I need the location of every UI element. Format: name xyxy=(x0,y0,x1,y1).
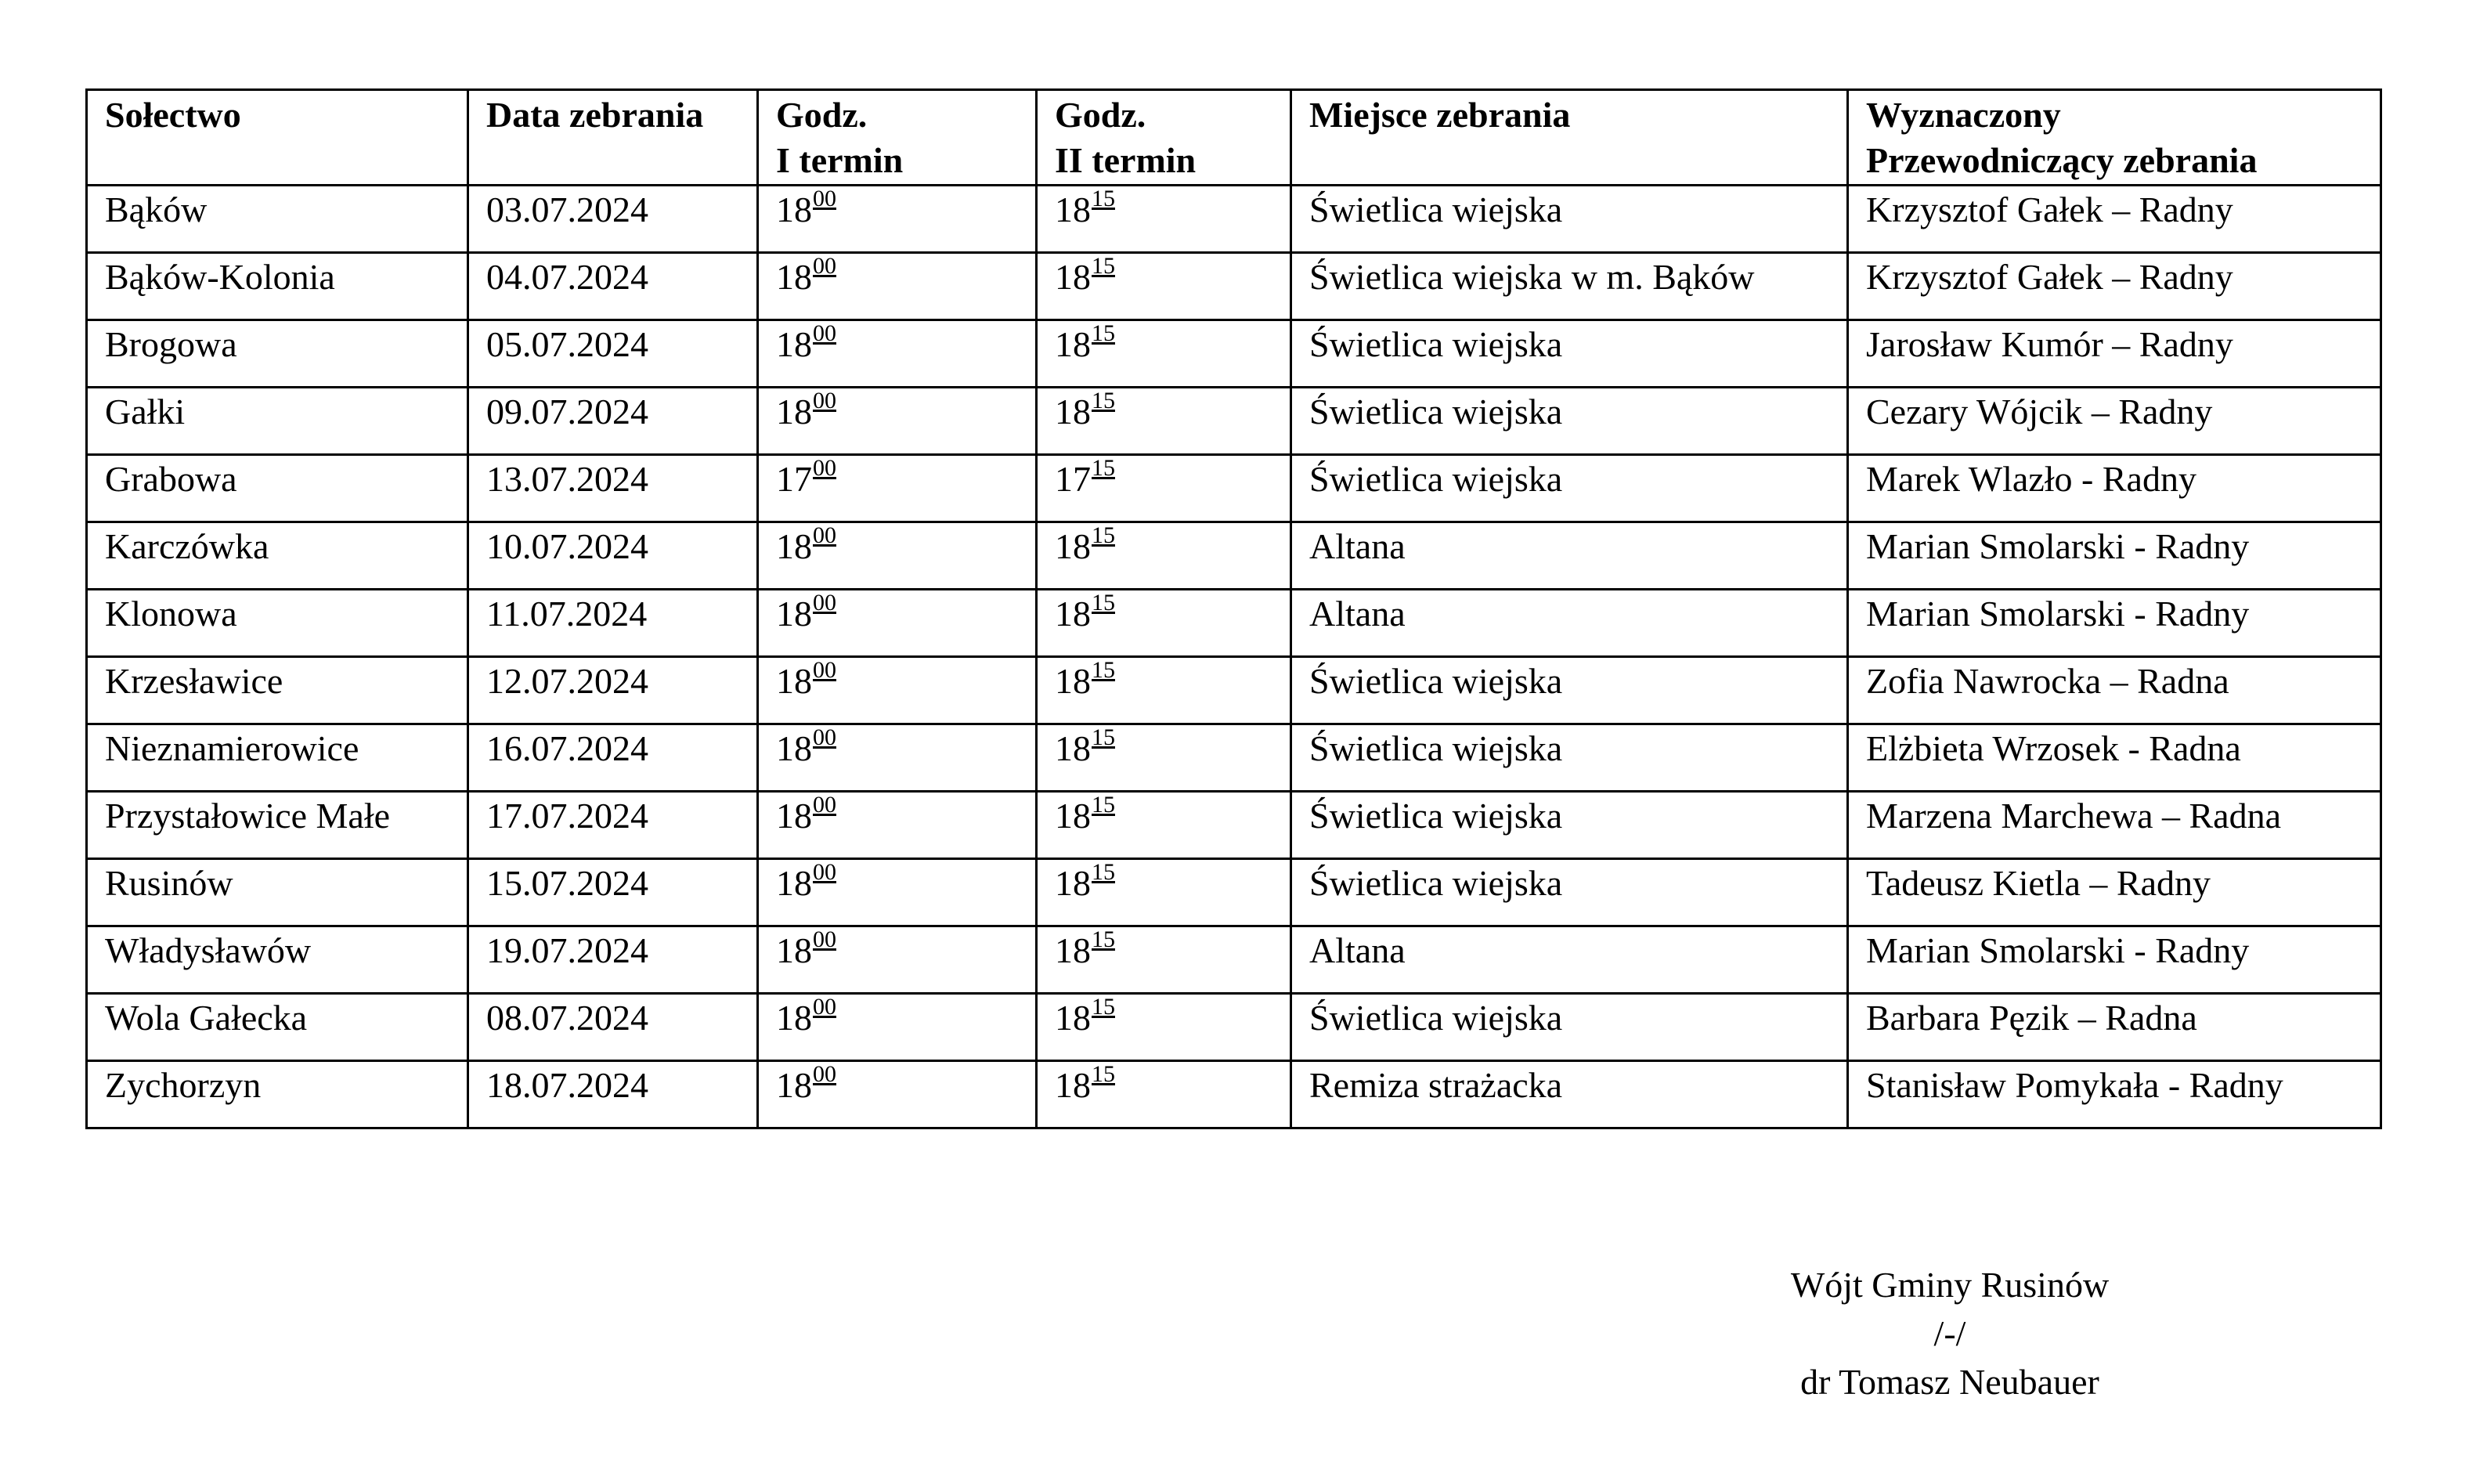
time-hour: 18 xyxy=(776,1064,812,1105)
time-minutes: 15 xyxy=(1092,522,1115,548)
cell-place: Altana xyxy=(1291,522,1848,589)
cell-solectwo: Przystałowice Małe xyxy=(87,791,468,858)
cell-solectwo: Nieznamierowice xyxy=(87,724,468,791)
time-minutes: 15 xyxy=(1092,320,1115,346)
cell-date: 17.07.2024 xyxy=(468,791,758,858)
cell-chair: Krzysztof Gałek – Radny xyxy=(1848,185,2381,252)
cell-chair: Marian Smolarski - Radny xyxy=(1848,589,2381,656)
signature-block xyxy=(1597,1261,2302,1406)
time-minutes: 00 xyxy=(813,185,836,211)
time-minutes: 00 xyxy=(813,926,836,952)
header-przewodniczacy: Wyznaczony Przewodniczący zebrania xyxy=(1848,90,2381,186)
cell-chair: Marian Smolarski - Radny xyxy=(1848,522,2381,589)
header-miejsce-zebrania: Miejsce zebrania xyxy=(1291,90,1848,186)
time-minutes: 00 xyxy=(813,791,836,818)
table-row xyxy=(87,656,2381,724)
cell-place: Świetlica wiejska xyxy=(1291,387,1848,454)
cell-chair: Barbara Pęzik – Radna xyxy=(1848,993,2381,1060)
time-minutes: 15 xyxy=(1092,724,1115,750)
cell-time-second xyxy=(1037,1060,1291,1128)
time-hour: 18 xyxy=(776,795,812,836)
cell-solectwo: Wola Gałecka xyxy=(87,993,468,1060)
table-row xyxy=(87,926,2381,993)
time-hour: 17 xyxy=(776,458,812,499)
cell-time-first xyxy=(758,185,1037,252)
cell-time-first xyxy=(758,252,1037,320)
cell-time-second xyxy=(1037,589,1291,656)
cell-date: 10.07.2024 xyxy=(468,522,758,589)
table-row xyxy=(87,185,2381,252)
time-minutes: 15 xyxy=(1092,656,1115,683)
cell-chair: Marek Wlazło - Radny xyxy=(1848,454,2381,522)
table-header-row xyxy=(87,90,2381,186)
cell-chair: Zofia Nawrocka – Radna xyxy=(1848,656,2381,724)
cell-time-first xyxy=(758,993,1037,1060)
cell-time-second xyxy=(1037,454,1291,522)
time-minutes: 00 xyxy=(813,387,836,413)
time-hour: 18 xyxy=(776,997,812,1038)
header-solectwo: Sołectwo xyxy=(87,90,468,186)
time-hour: 18 xyxy=(776,391,812,431)
cell-time-second xyxy=(1037,926,1291,993)
time-minutes: 15 xyxy=(1092,454,1115,481)
time-hour: 18 xyxy=(776,930,812,970)
cell-date: 16.07.2024 xyxy=(468,724,758,791)
time-hour: 18 xyxy=(1055,323,1091,364)
cell-date: 05.07.2024 xyxy=(468,320,758,387)
time-minutes: 15 xyxy=(1092,387,1115,413)
cell-time-first xyxy=(758,791,1037,858)
cell-time-second xyxy=(1037,724,1291,791)
time-hour: 18 xyxy=(1055,256,1091,297)
cell-time-first xyxy=(758,858,1037,926)
cell-solectwo: Gałki xyxy=(87,387,468,454)
cell-time-first xyxy=(758,926,1037,993)
table-row xyxy=(87,387,2381,454)
meeting-schedule-table xyxy=(85,88,2382,1129)
time-hour: 18 xyxy=(1055,391,1091,431)
cell-date: 09.07.2024 xyxy=(468,387,758,454)
time-hour: 18 xyxy=(1055,189,1091,229)
cell-time-second xyxy=(1037,522,1291,589)
time-hour: 18 xyxy=(1055,660,1091,701)
cell-place: Świetlica wiejska xyxy=(1291,858,1848,926)
table-row xyxy=(87,522,2381,589)
cell-date: 03.07.2024 xyxy=(468,185,758,252)
cell-place: Świetlica wiejska xyxy=(1291,185,1848,252)
cell-solectwo: Brogowa xyxy=(87,320,468,387)
time-hour: 18 xyxy=(1055,1064,1091,1105)
cell-time-first xyxy=(758,656,1037,724)
cell-time-second xyxy=(1037,791,1291,858)
cell-chair: Tadeusz Kietla – Radny xyxy=(1848,858,2381,926)
cell-chair: Marzena Marchewa – Radna xyxy=(1848,791,2381,858)
time-hour: 18 xyxy=(776,593,812,634)
table-row xyxy=(87,320,2381,387)
time-hour: 18 xyxy=(1055,525,1091,566)
signature-title: Wójt Gminy Rusinów xyxy=(1790,1265,2110,1305)
time-minutes: 15 xyxy=(1092,993,1115,1020)
table-row xyxy=(87,252,2381,320)
cell-solectwo: Krzesławice xyxy=(87,656,468,724)
cell-place: Altana xyxy=(1291,926,1848,993)
table-row xyxy=(87,589,2381,656)
cell-date: 11.07.2024 xyxy=(468,589,758,656)
time-hour: 18 xyxy=(776,323,812,364)
cell-place: Świetlica wiejska xyxy=(1291,724,1848,791)
cell-chair: Jarosław Kumór – Radny xyxy=(1848,320,2381,387)
time-minutes: 00 xyxy=(813,454,836,481)
cell-date: 04.07.2024 xyxy=(468,252,758,320)
time-minutes: 00 xyxy=(813,320,836,346)
cell-solectwo: Grabowa xyxy=(87,454,468,522)
cell-solectwo: Bąków xyxy=(87,185,468,252)
cell-date: 08.07.2024 xyxy=(468,993,758,1060)
time-minutes: 00 xyxy=(813,858,836,885)
cell-time-second xyxy=(1037,858,1291,926)
time-minutes: 15 xyxy=(1092,185,1115,211)
time-hour: 17 xyxy=(1055,458,1091,499)
time-minutes: 00 xyxy=(813,656,836,683)
cell-solectwo: Władysławów xyxy=(87,926,468,993)
cell-date: 18.07.2024 xyxy=(468,1060,758,1128)
time-minutes: 15 xyxy=(1092,589,1115,616)
time-hour: 18 xyxy=(776,862,812,903)
time-minutes: 00 xyxy=(813,1060,836,1087)
signature-name: dr Tomasz Neubauer xyxy=(1800,1362,2099,1402)
time-minutes: 15 xyxy=(1092,858,1115,885)
table-row xyxy=(87,791,2381,858)
cell-time-second xyxy=(1037,993,1291,1060)
cell-time-first xyxy=(758,522,1037,589)
cell-date: 13.07.2024 xyxy=(468,454,758,522)
cell-time-second xyxy=(1037,320,1291,387)
cell-solectwo: Zychorzyn xyxy=(87,1060,468,1128)
cell-time-second xyxy=(1037,387,1291,454)
cell-place: Świetlica wiejska w m. Bąków xyxy=(1291,252,1848,320)
table-row xyxy=(87,454,2381,522)
cell-solectwo: Karczówka xyxy=(87,522,468,589)
cell-time-first xyxy=(758,589,1037,656)
cell-place: Świetlica wiejska xyxy=(1291,993,1848,1060)
cell-place: Świetlica wiejska xyxy=(1291,454,1848,522)
time-minutes: 00 xyxy=(813,993,836,1020)
time-hour: 18 xyxy=(1055,728,1091,768)
time-hour: 18 xyxy=(1055,997,1091,1038)
cell-chair: Krzysztof Gałek – Radny xyxy=(1848,252,2381,320)
cell-time-first xyxy=(758,320,1037,387)
cell-date: 19.07.2024 xyxy=(468,926,758,993)
cell-time-second xyxy=(1037,185,1291,252)
cell-time-first xyxy=(758,724,1037,791)
cell-time-first xyxy=(758,1060,1037,1128)
time-minutes: 15 xyxy=(1092,926,1115,952)
cell-place: Świetlica wiejska xyxy=(1291,320,1848,387)
cell-time-second xyxy=(1037,252,1291,320)
cell-solectwo: Klonowa xyxy=(87,589,468,656)
time-hour: 18 xyxy=(776,189,812,229)
cell-chair: Stanisław Pomykała - Radny xyxy=(1848,1060,2381,1128)
cell-date: 15.07.2024 xyxy=(468,858,758,926)
cell-time-second xyxy=(1037,656,1291,724)
table-row xyxy=(87,1060,2381,1128)
signature-mark: /-/ xyxy=(1933,1313,1966,1353)
cell-place: Remiza strażacka xyxy=(1291,1060,1848,1128)
cell-solectwo: Rusinów xyxy=(87,858,468,926)
time-hour: 18 xyxy=(776,525,812,566)
table-row xyxy=(87,724,2381,791)
time-hour: 18 xyxy=(776,256,812,297)
header-godz-i-termin: Godz. I termin xyxy=(758,90,1037,186)
cell-date: 12.07.2024 xyxy=(468,656,758,724)
cell-chair: Cezary Wójcik – Radny xyxy=(1848,387,2381,454)
time-minutes: 00 xyxy=(813,589,836,616)
time-hour: 18 xyxy=(1055,862,1091,903)
table-body xyxy=(87,185,2381,1128)
header-godz-ii-termin: Godz. II termin xyxy=(1037,90,1291,186)
time-minutes: 00 xyxy=(813,522,836,548)
time-minutes: 15 xyxy=(1092,252,1115,279)
time-minutes: 15 xyxy=(1092,1060,1115,1087)
cell-chair: Marian Smolarski - Radny xyxy=(1848,926,2381,993)
cell-solectwo: Bąków-Kolonia xyxy=(87,252,468,320)
header-data-zebrania: Data zebrania xyxy=(468,90,758,186)
cell-place: Świetlica wiejska xyxy=(1291,656,1848,724)
table-row xyxy=(87,993,2381,1060)
cell-time-first xyxy=(758,387,1037,454)
time-minutes: 15 xyxy=(1092,791,1115,818)
time-hour: 18 xyxy=(776,660,812,701)
time-hour: 18 xyxy=(1055,930,1091,970)
time-minutes: 00 xyxy=(813,252,836,279)
cell-place: Altana xyxy=(1291,589,1848,656)
table-row xyxy=(87,858,2381,926)
cell-time-first xyxy=(758,454,1037,522)
time-hour: 18 xyxy=(1055,795,1091,836)
time-hour: 18 xyxy=(1055,593,1091,634)
time-minutes: 00 xyxy=(813,724,836,750)
cell-chair: Elżbieta Wrzosek - Radna xyxy=(1848,724,2381,791)
cell-place: Świetlica wiejska xyxy=(1291,791,1848,858)
time-hour: 18 xyxy=(776,728,812,768)
